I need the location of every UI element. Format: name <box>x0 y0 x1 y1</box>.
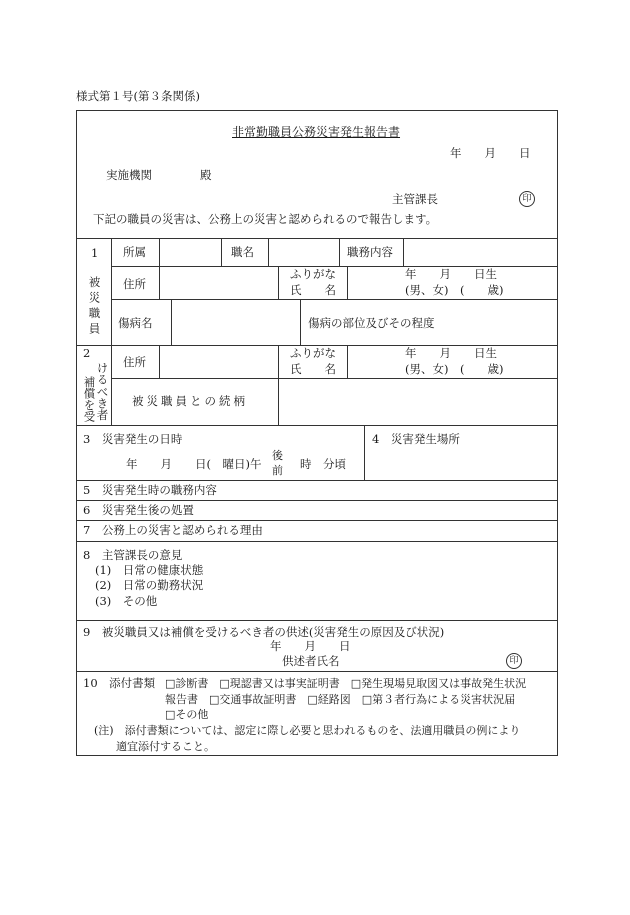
section-3-ampm-bottom: 前 <box>272 464 283 477</box>
job-title-label: 職名 <box>231 245 254 259</box>
victim-address-label: 住所 <box>123 277 146 291</box>
duties-label: 職務内容 <box>347 245 393 259</box>
section-3-label: 3 災害発生の日時 <box>83 432 183 446</box>
section-6-label: 6 災害発生後の処置 <box>83 503 194 517</box>
section-3-ampm-top: 後 <box>272 449 283 462</box>
section-8-label: 8 主管課長の意見 <box>83 548 183 562</box>
injury-site-label: 傷病の部位及びその程度 <box>308 316 435 330</box>
beneficiary-sex-age: (男、女) ( 歳) <box>405 362 504 376</box>
section-9-signer: 供述者氏名 <box>282 654 340 668</box>
attachments-line-2[interactable]: 報告書 □交通事故証明書 □経路図 □第３者行為による災害状況届 <box>165 693 516 706</box>
signer-seal: 印 <box>506 653 522 669</box>
form-title: 非常勤職員公務災害発生報告書 <box>232 125 401 139</box>
section-10-label: 10 添付書類 <box>83 676 156 690</box>
note-line-1: (注) 添付書類については、認定に際し必要と思われるものを、法適用職員の例により <box>94 724 521 737</box>
section-5-label: 5 災害発生時の職務内容 <box>83 483 217 497</box>
section-3-date: 年 月 日( 曜日)午 <box>126 457 262 471</box>
victim-vertical-label: 被災職員 <box>87 276 102 338</box>
relationship-label: 被災職員との続柄 <box>132 394 248 408</box>
victim-furigana-label: ふりがな <box>290 267 336 281</box>
beneficiary-vertical-col2: 補償を受 <box>82 376 97 422</box>
beneficiary-address-label: 住所 <box>123 355 146 369</box>
section-8-item-2: (2) 日常の勤務状況 <box>95 578 204 592</box>
victim-birth: 年 月 日生 <box>405 267 497 281</box>
section-7-label: 7 公務上の災害と認められる理由 <box>83 523 263 537</box>
reporter-title: 主管課長 <box>392 192 438 206</box>
addressee-suffix: 殿 <box>200 168 212 182</box>
report-statement: 下記の職員の災害は、公務上の災害と認められるので報告します。 <box>93 212 438 226</box>
attachments-line-3[interactable]: □その他 <box>165 708 209 721</box>
form-number: 様式第１号(第３条関係) <box>76 89 200 103</box>
section-3-time: 時 分頃 <box>300 457 346 471</box>
beneficiary-name-label: 氏 名 <box>290 362 336 376</box>
section-8-item-3: (3) その他 <box>95 594 158 608</box>
section-9-label: 9 被災職員又は補償を受けるべき者の供述(災害発生の原因及び状況) <box>83 625 445 639</box>
beneficiary-vertical-col1: ける <box>95 362 110 385</box>
victim-name-label: 氏 名 <box>290 283 336 297</box>
attachments-line-1[interactable]: □診断書 □現認書又は事実証明書 □発生現場見取図又は事故発生状況 <box>165 677 527 690</box>
note-line-2: 適宜添付すること。 <box>116 740 215 753</box>
reporter-seal: 印 <box>519 191 535 207</box>
beneficiary-furigana-label: ふりがな <box>290 346 336 360</box>
affiliation-label: 所属 <box>123 245 146 259</box>
section-8-item-1: (1) 日常の健康状態 <box>95 563 204 577</box>
section-4-label: 4 災害発生場所 <box>372 432 460 446</box>
section-9-date: 年 月 日 <box>270 639 351 653</box>
injury-name-label: 傷病名 <box>118 316 153 330</box>
report-date[interactable]: 年 月 日 <box>450 146 531 160</box>
beneficiary-vertical-col3: べき者 <box>95 386 110 421</box>
beneficiary-birth: 年 月 日生 <box>405 346 497 360</box>
addressee-org: 実施機関 <box>106 168 152 182</box>
victim-sex-age: (男、女) ( 歳) <box>405 283 504 297</box>
beneficiary-number: 2 <box>83 346 91 360</box>
victim-number: 1 <box>91 246 99 260</box>
